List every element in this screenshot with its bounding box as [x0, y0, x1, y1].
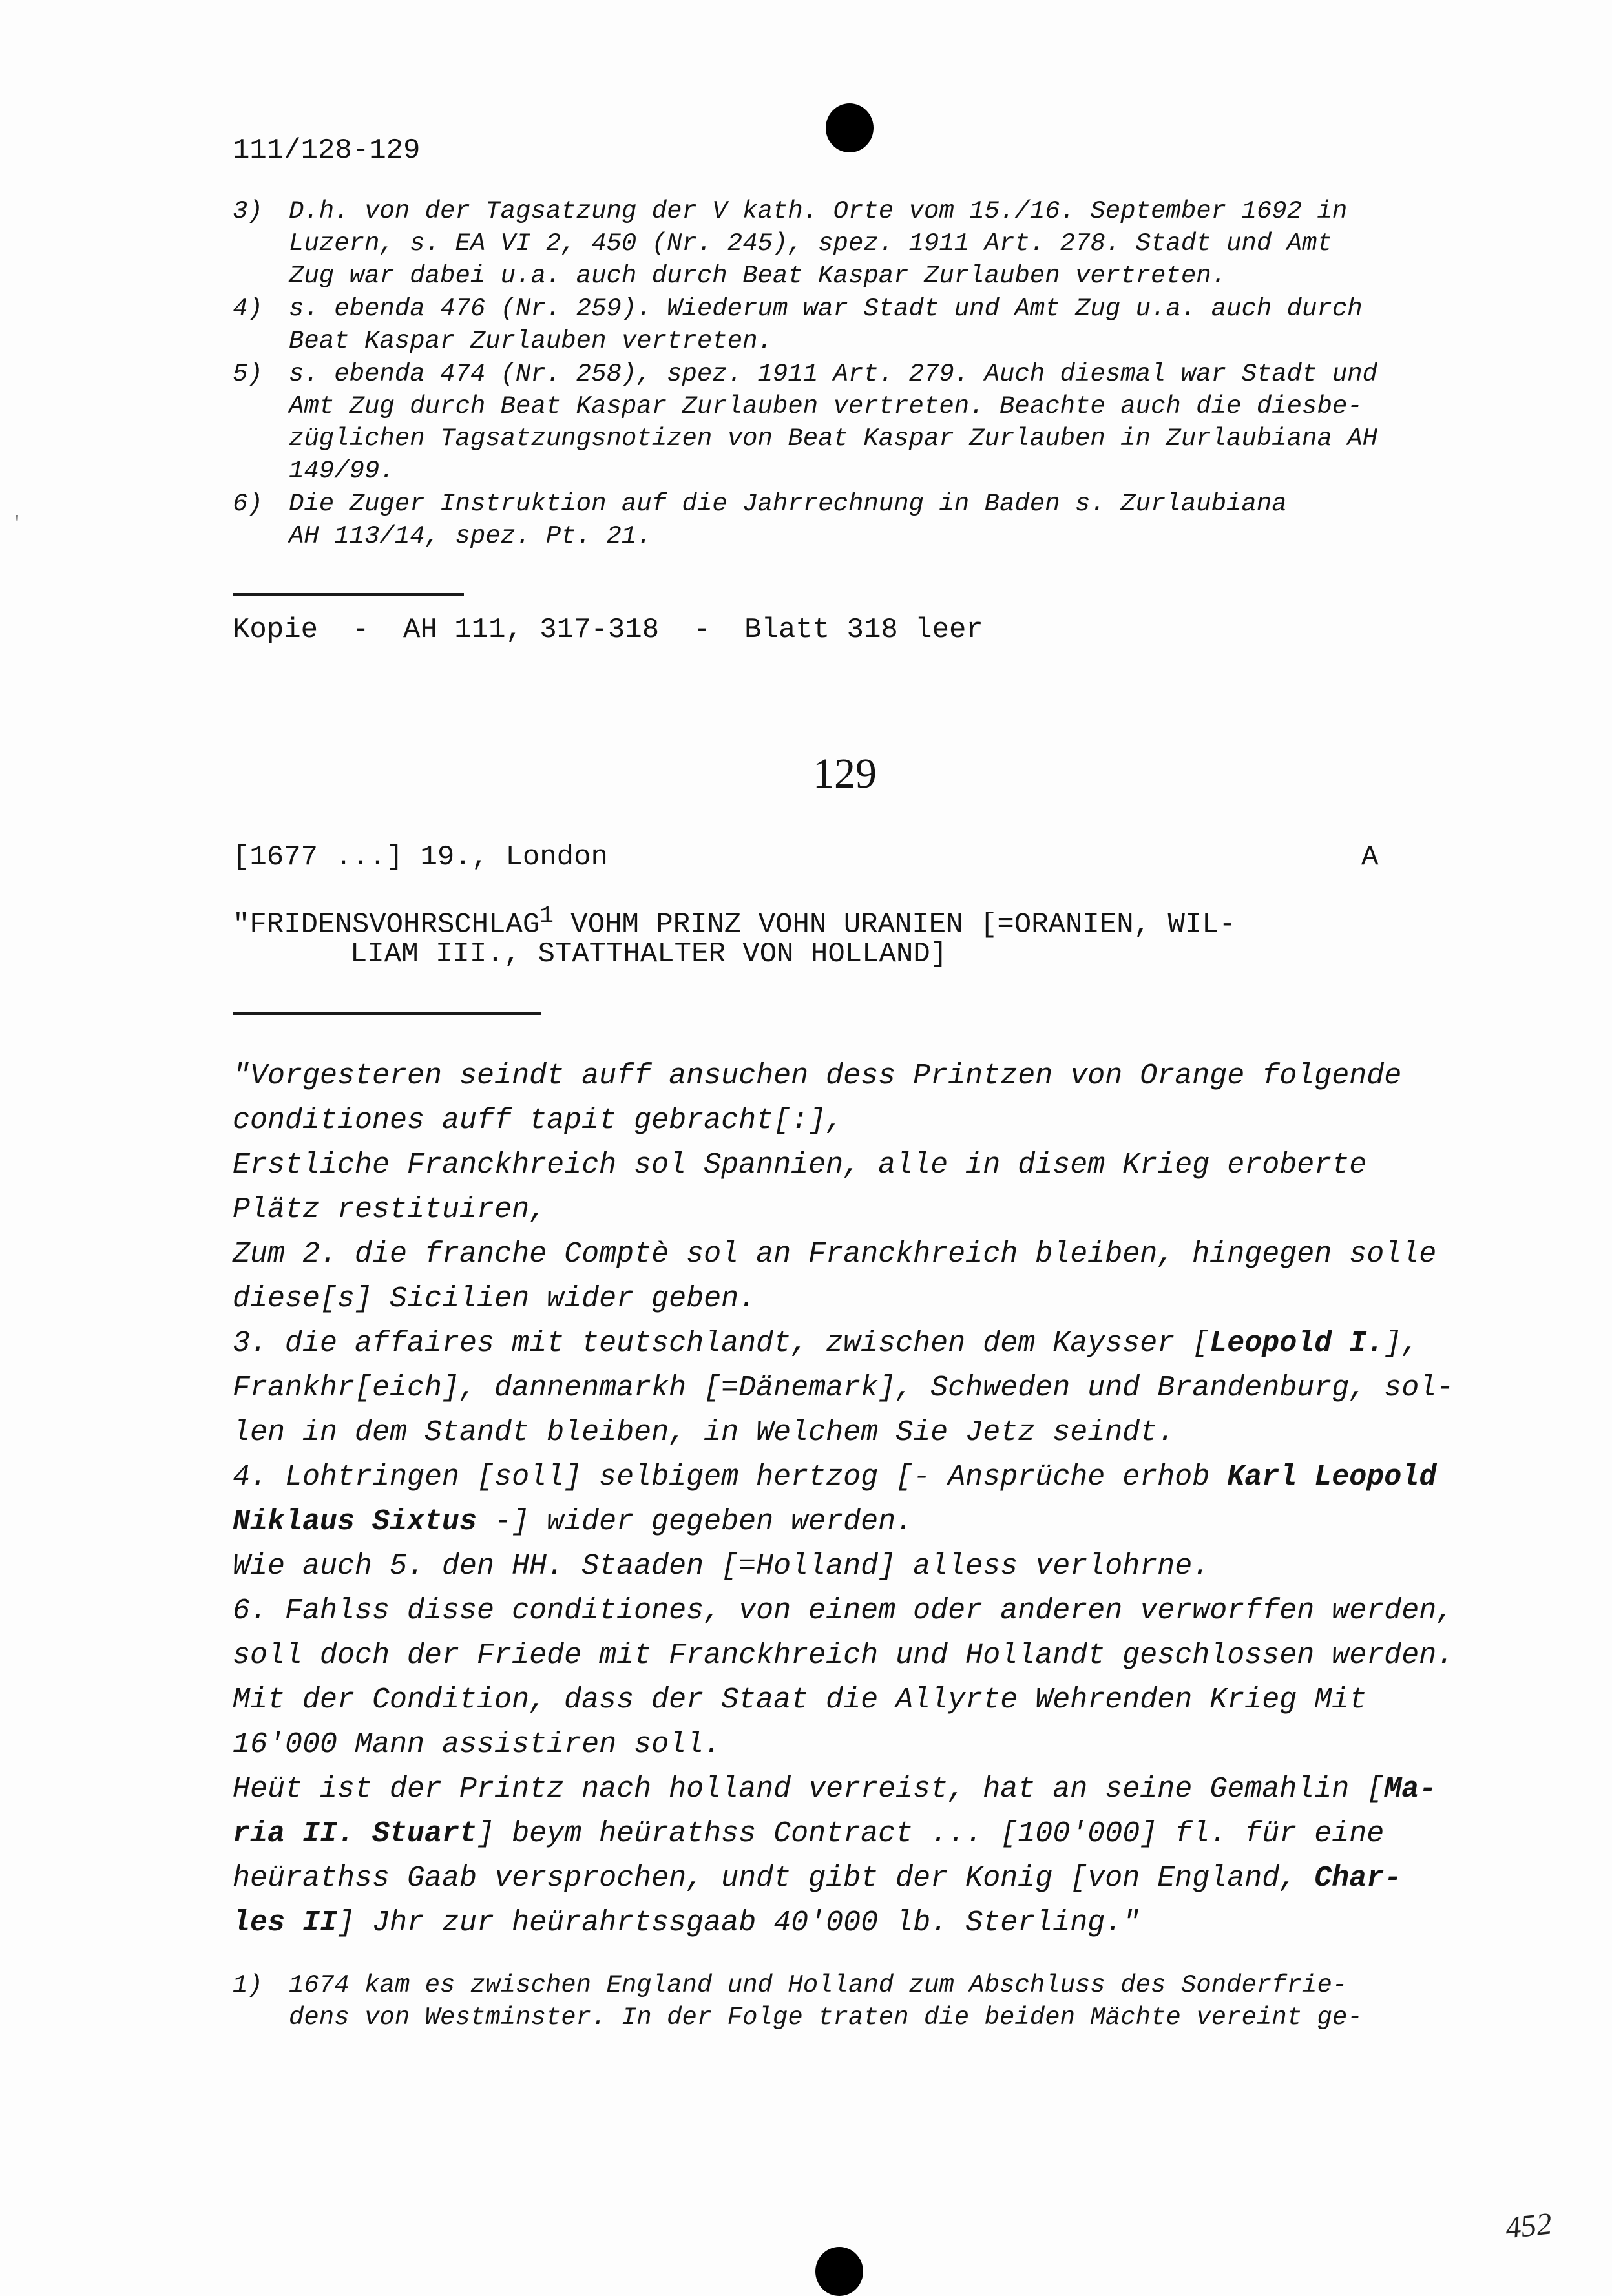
punch-hole-top: [826, 103, 874, 152]
footnotes-top: 3) D.h. von der Tagsatzung der V kath. Orte vom 15./16. September 1692 in Luzern, s. EA VI 2, 450 (Nr. 245), spez. 1911 Art. 278. Stadt und Amt Zug war dabei u.a. auch durch Beat Kaspar Zurlauben vertreten. 4) s. ebenda 476 (Nr. 259). Wiederum war Stadt und Amt Zug u.a. auch durch Beat Kaspar Zurlauben vertreten. 5) s. ebenda 474 (Nr. 258), spez. 1911 Art. 279. Auch diesmal war Stadt und Amt Zug durch Beat Kaspar Zurlauben vertreten. Beachte auch die diesbe- züglichen Tagsatzungsnotizen von Beat Kaspar Zurlauben in Zurlaubiana AH 149/99. 6) Die Zuger Instruktion auf die Jahrrechnung in Baden s. Zurlaubiana AH 113/14, spez. Pt. 21.: [233, 197, 1378, 550]
body-line: les II] Jhr zur heürahrtssgaab 40'000 lb. Sterling.": [233, 1906, 1140, 1939]
body-line: Niklaus Sixtus -] wider gegeben werden.: [233, 1505, 914, 1538]
copy-note: Kopie - AH 111, 317-318 - Blatt 318 leer: [233, 614, 983, 646]
separator-rule-2: [233, 1012, 541, 1015]
body-line: "Vorgesteren seindt auff ansuchen dess Printzen von Orange folgende: [233, 1059, 1402, 1092]
body-line: diese[s] Sicilien wider geben.: [233, 1282, 757, 1315]
dateline: [1677 ...] 19., London: [233, 841, 608, 873]
handwritten-page-number: 452: [1503, 2206, 1554, 2246]
footnote-ref-1: 1: [539, 903, 554, 929]
body-line: 16'000 Mann assistiren soll.: [233, 1728, 722, 1761]
body-line: Frankhr[eich], dannenmarkh [=Dänemark], Schweden und Brandenburg, sol-: [233, 1372, 1454, 1404]
separator-rule-1: [233, 593, 464, 596]
body-line: Wie auch 5. den HH. Staaden [=Holland] alless verlohrne.: [233, 1550, 1210, 1583]
body-line: heürathss Gaab versprochen, undt gibt der Konig [von England, Char-: [233, 1862, 1402, 1895]
footnote-1: 1) 1674 kam es zwischen England und Holland zum Abschluss des Sonderfrie- dens von Westminster. In der Folge traten die beiden Mächte vereint ge-: [233, 1971, 1363, 2032]
title-line-2: LIAM III., STATTHALTER VON HOLLAND]: [350, 938, 948, 970]
body-line: len in dem Standt bleiben, in Welchem Sie Jetz seindt.: [233, 1416, 1175, 1449]
source-marker: A: [1361, 841, 1379, 873]
margin-mark: ': [12, 514, 23, 534]
body-line: Mit der Condition, dass der Staat die Allyrte Wehrenden Krieg Mit: [233, 1684, 1367, 1717]
header-ref: 111/128-129: [233, 134, 421, 167]
body-line: Plätz restituiren,: [233, 1193, 547, 1226]
body-line: Erstliche Franckhreich sol Spannien, alle in disem Krieg eroberte: [233, 1149, 1367, 1182]
body-line: Zum 2. die franche Comptè sol an Franckhreich bleiben, hingegen solle: [233, 1238, 1437, 1271]
title-line-1: "FRIDENSVOHRSCHLAG$^1$ VOHM PRINZ VOHN URANIEN [=ORANIEN, WIL-: [233, 903, 1237, 941]
body-line: Heüt ist der Printz nach holland verreist, hat an seine Gemahlin [Ma-: [233, 1773, 1437, 1806]
body-line: 3. die affaires mit teutschlandt, zwischen dem Kaysser [Leopold I.],: [233, 1327, 1419, 1360]
body-line: ria II. Stuart] beym heürathss Contract ... [100'000] fl. für eine: [233, 1817, 1385, 1850]
body-line: conditiones auff tapit gebracht[:],: [233, 1104, 844, 1137]
document-number: 129: [813, 750, 877, 797]
punch-hole-bottom: [815, 2247, 863, 2296]
body-line: 4. Lohtringen [soll] selbigem hertzog [- Ansprüche erhob Karl Leopold: [233, 1461, 1437, 1494]
body-line: 6. Fahlss disse conditiones, von einem oder anderen verworffen werden,: [233, 1594, 1454, 1627]
body-line: soll doch der Friede mit Franckhreich und Hollandt geschlossen werden.: [233, 1639, 1454, 1672]
